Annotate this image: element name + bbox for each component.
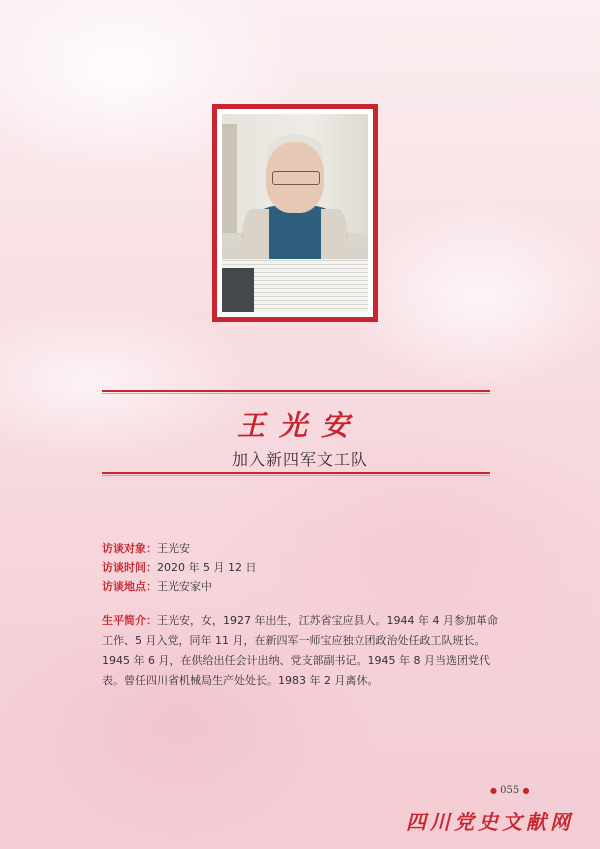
title-rule-top <box>102 390 490 392</box>
biography-label: 生平简介： <box>102 614 157 627</box>
interview-time-value: 2020 年 5 月 12 日 <box>157 561 257 574</box>
interview-place-value: 王光安家中 <box>157 580 212 593</box>
page-number-dot-right: ● <box>522 786 530 795</box>
biography <box>102 611 502 691</box>
interview-subject <box>102 540 190 556</box>
interview-place-label: 访谈地点： <box>102 580 157 593</box>
interview-time <box>102 559 256 575</box>
interview-subject-value: 王光安 <box>157 542 190 555</box>
page-number-dot-left: ● <box>490 786 497 795</box>
brand-logo: 四川党史文献网 <box>406 810 574 834</box>
interview-subject-label: 访谈对象： <box>102 542 157 555</box>
portrait-photo <box>222 114 368 312</box>
interview-time-label: 访谈时间： <box>102 561 157 574</box>
page-number <box>490 785 529 796</box>
page-number-value: 055 <box>500 785 520 796</box>
person-name: 王光安 <box>236 409 363 442</box>
biography-text: 王光安，女，1927 年出生，江苏省宝应县人。1944 年 4 月参加革命工作、5 月入党，同年 11 月，在新四军一师宝应独立团政治处任政工队班长。1945 年 6 月，在供给出任会计出纳、党支部副书记。1945 年 8 月当选团党代表。曾任四川省机械局生产处处长。1983 年 2 月离休。 <box>102 614 498 687</box>
portrait-frame <box>212 104 378 322</box>
interview-place <box>102 578 212 594</box>
title-rule-bottom <box>102 472 490 474</box>
page-subtitle: 加入新四军文工队 <box>231 450 368 469</box>
